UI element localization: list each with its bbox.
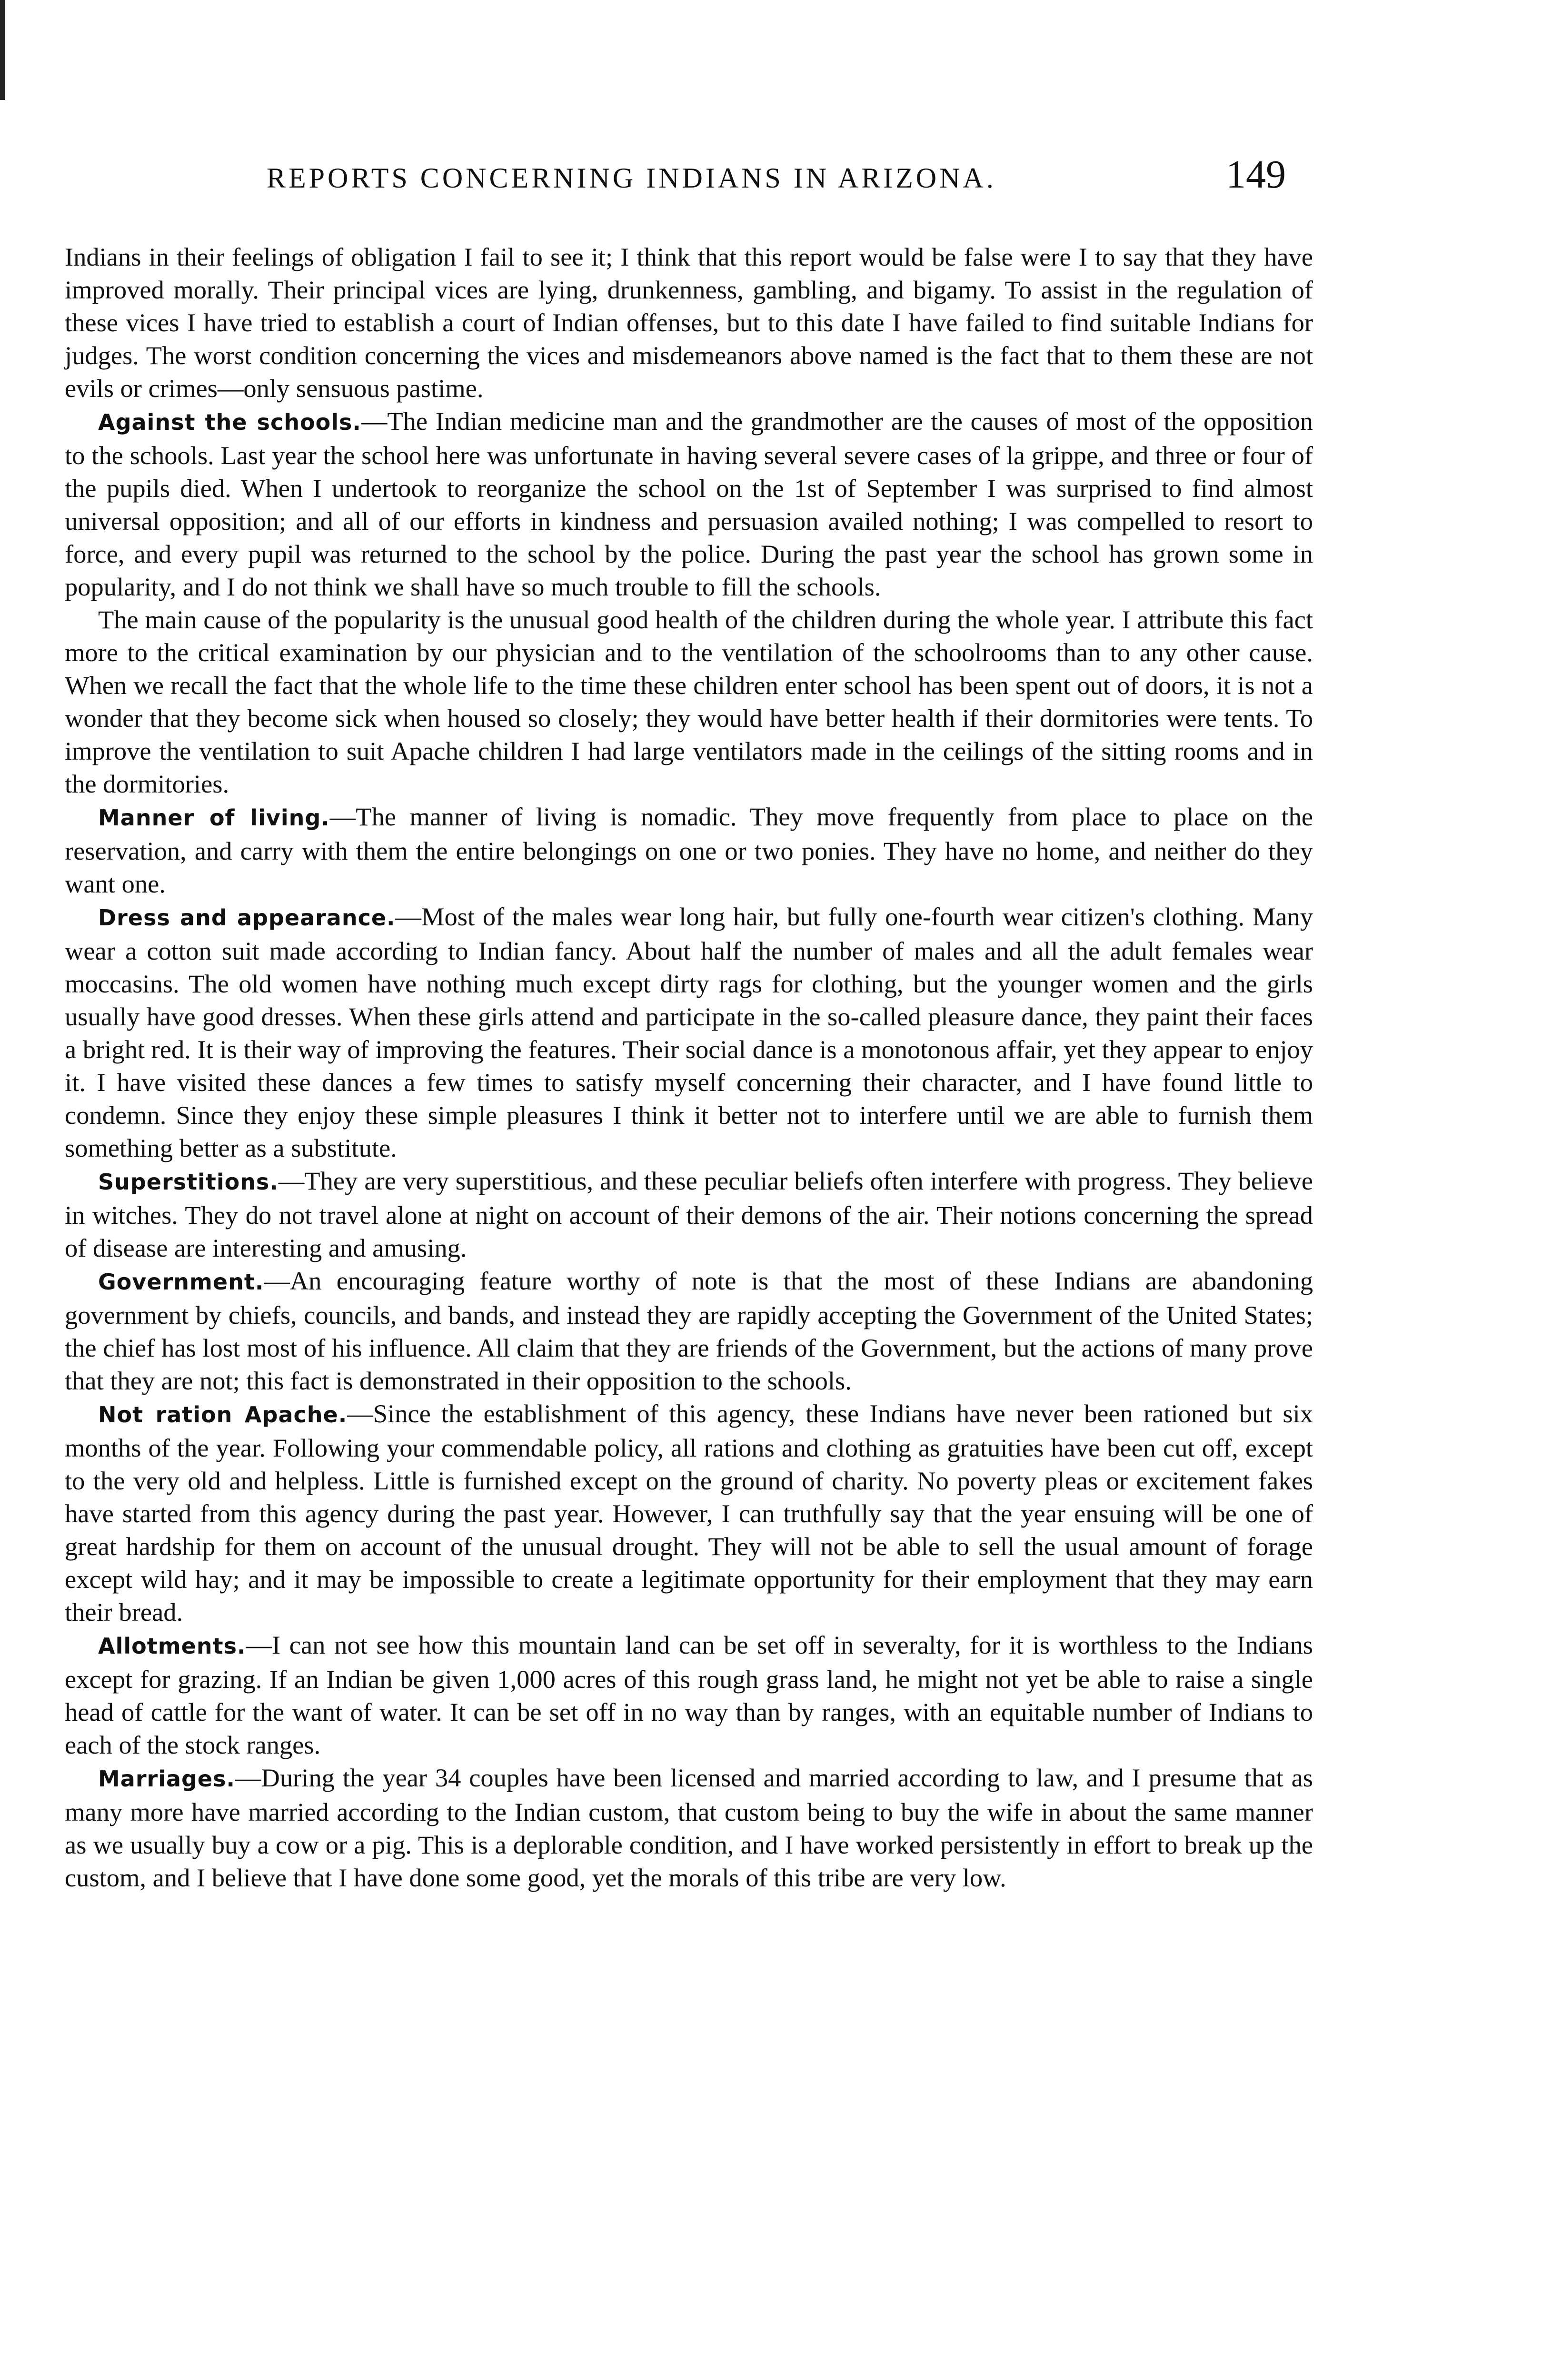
section-heading: Dress and appearance.	[98, 905, 396, 931]
paragraph-government	[65, 1264, 1313, 1397]
paragraph-dress-and-appearance	[65, 900, 1313, 1164]
section-heading: Not ration Apache.	[98, 1402, 348, 1428]
paragraph-allotments	[65, 1628, 1313, 1761]
paragraph-text: —Since the establishment of this agency, these Indians have never been rationed but six months of the year. Following your commendable policy, all rations and clothing as gratuities have been cut off, except to the very old and helpless. Little is furnished except on the ground of charity. No poverty pleas or excitement fakes have started from this agency during the past year. However, I can truthfully say that the year ensuing will be one of great hardship for them on account of the unusual drought. They will not be able to sell the usual amount of forage except wild hay; and it may be impossible to create a legitimate opportunity for their employment that they may earn their bread.	[65, 1399, 1313, 1626]
scan-edge-mark	[0, 0, 5, 100]
body-text	[65, 240, 1313, 1894]
paragraph-popularity	[65, 603, 1313, 800]
paragraph-text: —The Indian medicine man and the grandmother are the causes of most of the opposition to the schools. Last year the school here was unfortunate in having several severe cases of la grippe, and three or four of the pupils died. When I undertook to reorganize the school on the 1st of September I was surprised to find almost universal opposition; and all of our efforts in kindness and persuasion availed nothing; I was compelled to resort to force, and every pupil was returned to the school by the police. During the past year the school has grown some in popularity, and I do not think we shall have so much trouble to fill the schools.	[65, 407, 1313, 601]
section-heading: Government.	[98, 1269, 264, 1295]
paragraph-text: —Most of the males wear long hair, but fully one-fourth wear citizen's clothing. Many wear a cotton suit made according to Indian fancy. About half the number of males and all the adult females wear moccasins. The old women have nothing much except dirty rags for clothing, but the younger women and the girls usually have good dresses. When these girls attend and participate in the so-called pleasure dance, they paint their faces a bright red. It is their way of improving the features. Their social dance is a monotonous affair, yet they appear to enjoy it. I have visited these dances a few times to satisfy myself concerning their character, and I have found little to condemn. Since they enjoy these simple pleasures I think it better not to interfere until we are able to furnish them something better as a substitute.	[65, 902, 1313, 1162]
paragraph-text: —I can not see how this mountain land can be set off in severalty, for it is worthless to the Indians except for grazing. If an Indian be given 1,000 acres of this rough grass land, he might not yet be able to raise a single head of cattle for the want of water. It can be set off in no way than by ranges, with an equitable number of Indians to each of the stock ranges.	[65, 1630, 1313, 1759]
section-heading: Manner of living.	[98, 805, 330, 831]
paragraph-not-ration-apache	[65, 1397, 1313, 1628]
paragraph-text: —The manner of living is nomadic. They move frequently from place to place on the reservation, and carry with them the entire belongings on one or two ponies. They have no home, and neither do they want one.	[65, 802, 1313, 898]
paragraph-text: —An encouraging feature worthy of note is that the most of these Indians are abandoning government by chiefs, councils, and bands, and instead they are rapidly accepting the Government of the United States; the chief has lost most of his influence. All claim that they are friends of the Government, but the actions of many prove that they are not; this fact is demonstrated in their opposition to the schools.	[65, 1266, 1313, 1395]
page-number: 149	[1226, 152, 1286, 197]
section-heading: Allotments.	[98, 1633, 246, 1659]
paragraph-text: Indians in their feelings of obligation I fail to see it; I think that this report would be false were I to say that they have improved morally. Their principal vices are lying, drunkenness, gambling, and bigamy. To assist in the regulation of these vices I have tried to establish a court of Indian offenses, but to this date I have failed to find suitable Indians for judges. The worst condition concerning the vices and misdemeanors above named is the fact that to them these are not evils or crimes—only sensuous pastime.	[65, 242, 1313, 403]
paragraph-marriages	[65, 1761, 1313, 1894]
paragraph-continued	[65, 240, 1313, 405]
running-head: REPORTS CONCERNING INDIANS IN ARIZONA.	[267, 162, 996, 194]
paragraph-manner-of-living	[65, 800, 1313, 900]
paragraph-text: —They are very superstitious, and these peculiar beliefs often interfere with progress. They believe in witches. They do not travel alone at night on account of their demons of the air. Their notions concerning the spread of disease are interesting and amusing.	[65, 1166, 1313, 1262]
section-heading: Against the schools.	[98, 409, 361, 435]
paragraph-superstitions	[65, 1164, 1313, 1264]
paragraph-text: The main cause of the popularity is the unusual good health of the children during the whole year. I attribute this fact more to the critical examination by our physician and to the ventilation of the schoolrooms than to any other cause. When we recall the fact that the whole life to the time these children enter school has been spent out of doors, it is not a wonder that they become sick when housed so closely; they would have better health if their dormitories were tents. To improve the ventilation to suit Apache children I had large ventilators made in the ceilings of the sitting rooms and in the dormitories.	[65, 605, 1313, 798]
section-heading: Marriages.	[98, 1766, 235, 1792]
section-heading: Superstitions.	[98, 1169, 279, 1195]
paragraph-text: —During the year 34 couples have been licensed and married according to law, and I presume that as many more have married according to the Indian custom, that custom being to buy the wife in about the same manner as we usually buy a cow or a pig. This is a deplorable condition, and I have worked persistently in effort to break up the custom, and I believe that I have done some good, yet the morals of this tribe are very low.	[65, 1763, 1313, 1892]
paragraph-against-the-schools	[65, 405, 1313, 603]
